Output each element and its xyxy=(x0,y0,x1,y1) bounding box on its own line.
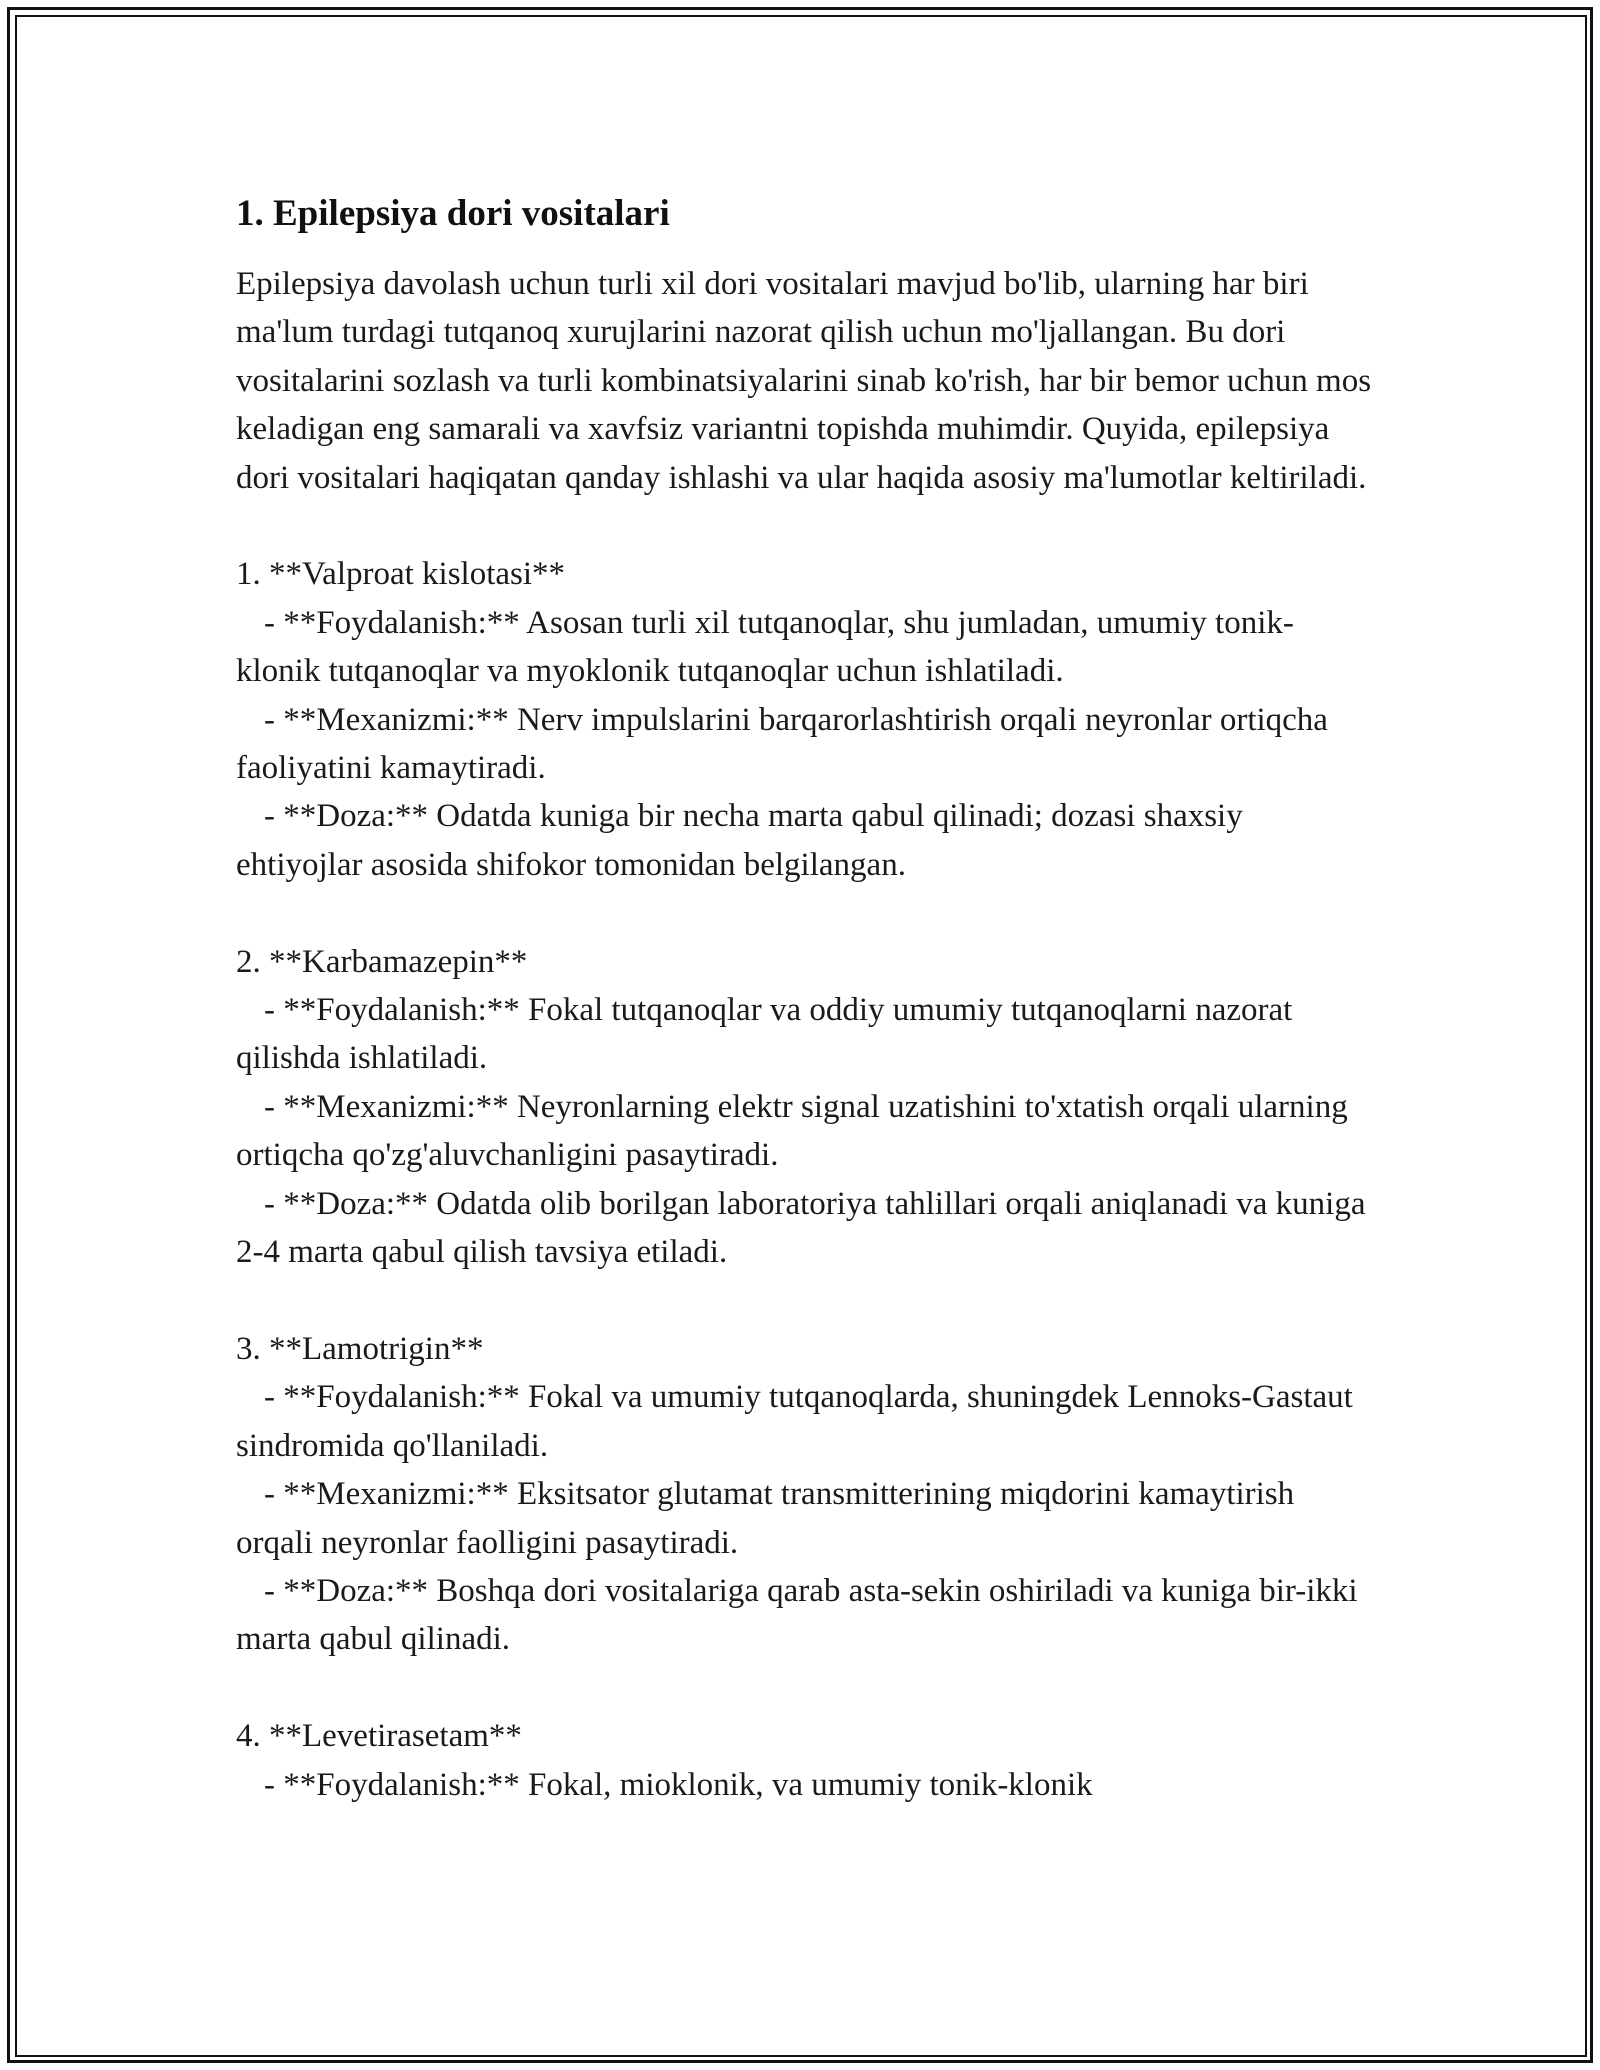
drug-dose: - **Doza:** Boshqa dori vositalariga qarab asta-sekin oshiriladi va kuniga bir-ikki marta qabul qilinadi. xyxy=(236,1572,1358,1658)
drug-usage: - **Foydalanish:** Fokal tutqanoqlar va oddiy umumiy tutqanoqlarni nazorat qilishda ishlatiladi. xyxy=(236,992,1293,1077)
drug-mechanism: - **Mexanizmi:** Eksitsator glutamat transmitterining miqdorini kamaytirish orqali neyronlar faolligini pasaytiradi. xyxy=(236,1476,1295,1561)
document-body xyxy=(236,188,1376,1809)
spacer xyxy=(236,502,1376,550)
drug-usage: - **Foydalanish:** Fokal va umumiy tutqanoqlarda, shuningdek Lennoks-Gastaut sindromida qo'llaniladi. xyxy=(236,1379,1353,1464)
spacer xyxy=(236,1277,1376,1325)
drug-title: 3. **Lamotrigin** xyxy=(236,1330,484,1367)
drug-title: 2. **Karbamazepin** xyxy=(236,943,528,980)
drug-usage: - **Foydalanish:** Asosan turli xil tutqanoqlar, shu jumladan, umumiy tonik-klonik tutqanoqlar va myoklonik tutqanoqlar uchun ishlatiladi. xyxy=(236,604,1294,690)
spacer xyxy=(236,889,1376,937)
drug-usage: - **Foydalanish:** Fokal, mioklonik, va umumiy tonik-klonik xyxy=(264,1766,1093,1803)
spacer xyxy=(236,1664,1376,1712)
drug-dose: - **Doza:** Odatda kuniga bir necha marta qabul qilinadi; dozasi shaxsiy ehtiyojlar asosida shifokor tomonidan belgilangan. xyxy=(236,798,1243,883)
drug-mechanism: - **Mexanizmi:** Nerv impulslarini barqarorlashtirish orqali neyronlar ortiqcha faoliyatini kamaytiradi. xyxy=(236,701,1328,787)
drug-title: 4. **Levetirasetam** xyxy=(236,1718,522,1755)
intro-paragraph: Epilepsiya davolash uchun turli xil dori vositalari mavjud bo'lib, ularning har biri ma'lum turdagi tutqanoq xurujlarini nazorat qilish uchun mo'ljallangan. Bu dori vositalarini sozlash va turli kombinatsiyalarini sinab ko'rish, har bir bemor uchun mos keladigan eng samarali va xavfsiz variantni topishda muhimdir. Quyida, epilepsiya dori vositalari haqiqatan qanday ishlashi va ular haqida asosiy ma'lumotlar keltiriladi. xyxy=(236,266,1372,496)
section-heading: 1. Epilepsiya dori vositalari xyxy=(236,193,670,234)
drug-dose: - **Doza:** Odatda olib borilgan laboratoriya tahlillari orqali aniqlanadi va kuniga 2-4 marta qabul qilish tavsiya etiladi. xyxy=(236,1185,1366,1271)
drug-mechanism: - **Mexanizmi:** Neyronlarning elektr signal uzatishini to'xtatish orqali ularning ortiqcha qo'zg'aluvchanligini pasaytiradi. xyxy=(236,1088,1348,1174)
drug-title: 1. **Valproat kislotasi** xyxy=(236,556,566,593)
